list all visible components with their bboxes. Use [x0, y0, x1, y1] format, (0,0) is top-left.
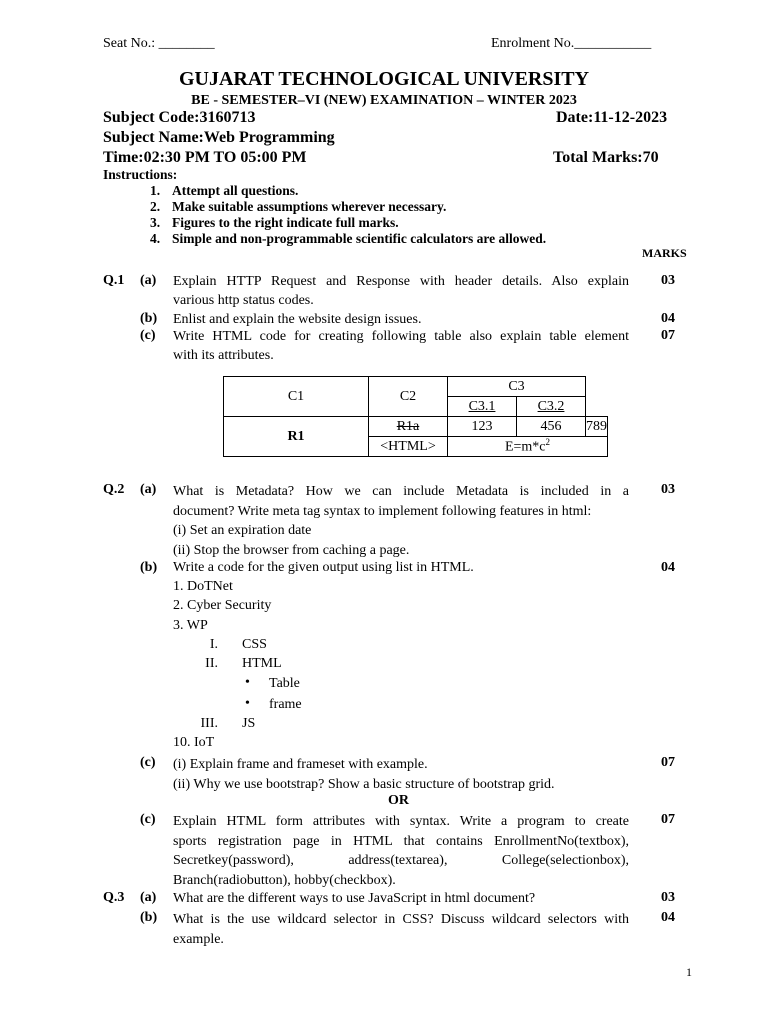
exam-time: Time:02:30 PM TO 05:00 PM [103, 149, 307, 166]
sub-question-label: (b) [140, 910, 158, 925]
exam-date: Date:11-12-2023 [556, 109, 668, 126]
total-marks: Total Marks:70 [553, 149, 659, 166]
university-name: GUJARAT TECHNOLOGICAL UNIVERSITY [178, 68, 590, 90]
table-cell: 789 [586, 417, 608, 437]
question-marks: 07 [661, 755, 675, 770]
list-item: HTML [242, 656, 282, 671]
table-cell: C2 [369, 377, 448, 417]
sub-question-label: (a) [140, 482, 157, 497]
sub-question-label: (c) [140, 328, 156, 343]
question-marks: 07 [661, 812, 675, 827]
instruction-num: 4. [150, 231, 161, 246]
question-text: Explain HTTP Request and Response with header details. Also explain various http status codes. [173, 274, 629, 308]
question-text: Write a code for the given output using list in HTML. [173, 560, 474, 575]
question-text: What are the different ways to use JavaScript in html document? [173, 891, 536, 906]
question-text: Enlist and explain the website design issues. [173, 312, 422, 327]
question-marks: 07 [661, 328, 675, 343]
table-cell: R1a [369, 417, 448, 437]
question-text: Explain HTML form attributes with syntax. Write a program to create sports registration page in HTML that contains EnrollmentNo(textbox), Secretkey(password), address(textarea), College(selectionbox), Branch(radiobutton), hobby(checkbox). [173, 814, 629, 888]
list-item: 3. WP [173, 618, 208, 633]
marks-heading: MARKS [642, 246, 687, 260]
list-item: 2. Cyber Security [173, 598, 272, 613]
question-text: What is Metadata? How we can include Metadata is included in a document? Write meta tag syntax to implement following features in html: (i) Set an expiration date (ii) Stop the browser from caching a page. [173, 484, 629, 558]
table-cell: C3 [448, 377, 586, 397]
list-item: 1. DoTNet [173, 579, 233, 594]
table-cell: $E=m*c^2$ [448, 437, 608, 457]
list-item: Table [269, 676, 300, 691]
question-text: (i) Explain frame and frameset with example. (ii) Why we use bootstrap? Show a basic structure of bootstrap grid. [173, 757, 555, 792]
sub-question-label: (b) [140, 311, 158, 326]
example-table [223, 376, 608, 457]
sub-question-label: (b) [140, 560, 158, 575]
list-item: JS [242, 716, 256, 731]
question-text: What is the use wildcard selector in CSS? Discuss wildcard selectors with example. [173, 912, 629, 947]
enrolment-no: Enrolment No.___________ [491, 36, 652, 51]
table-cell: <HTML> [369, 437, 448, 457]
question-marks: 04 [661, 560, 675, 575]
instructions-title: Instructions: [103, 167, 178, 182]
list-item-number: III. [200, 716, 218, 731]
subject-code: Subject Code:3160713 [103, 109, 256, 126]
page-number: 1 [686, 965, 692, 979]
table-cell: 456 [517, 417, 586, 437]
question-text: Write HTML code for creating following table also explain table element with its attributes. [173, 329, 629, 363]
instruction-num: 1. [150, 183, 161, 198]
bullet-icon: • [245, 696, 250, 711]
sub-question-label: (a) [140, 273, 157, 288]
table-cell: C3.1 [448, 397, 517, 417]
question-marks: 04 [661, 311, 675, 326]
exam-title: BE - SEMESTER–VI (NEW) EXAMINATION – WINTER 2023 [191, 93, 577, 108]
question-marks: 03 [661, 482, 675, 497]
table-cell: R1 [224, 417, 369, 457]
instruction-text: Attempt all questions. [172, 183, 299, 198]
sub-question-label: (c) [140, 755, 156, 770]
instruction-text: Make suitable assumptions wherever necessary. [172, 199, 447, 214]
question-number: Q.1 [103, 273, 125, 288]
or-separator: OR [388, 793, 409, 808]
sub-question-label: (c) [140, 812, 156, 827]
list-item: frame [269, 697, 302, 712]
question-marks: 03 [661, 890, 675, 905]
instruction-text: Simple and non-programmable scientific calculators are allowed. [172, 231, 547, 246]
list-item: 10. IoT [173, 735, 215, 750]
instruction-num: 2. [150, 199, 161, 214]
table-cell: 123 [448, 417, 517, 437]
bullet-icon: • [245, 675, 250, 690]
subject-name: Subject Name:Web Programming [103, 129, 335, 146]
seat-no: Seat No.: ________ [103, 36, 215, 51]
table-cell: C3.2 [517, 397, 586, 417]
question-marks: 04 [661, 910, 675, 925]
sub-question-label: (a) [140, 890, 157, 905]
question-number: Q.3 [103, 890, 125, 905]
list-item-number: I. [209, 637, 218, 652]
table-cell: C1 [224, 377, 369, 417]
question-number: Q.2 [103, 482, 125, 497]
instruction-text: Figures to the right indicate full marks. [172, 215, 399, 230]
instruction-num: 3. [150, 215, 161, 230]
question-marks: 03 [661, 273, 675, 288]
list-item: CSS [242, 637, 267, 652]
list-item-number: II. [205, 656, 218, 671]
